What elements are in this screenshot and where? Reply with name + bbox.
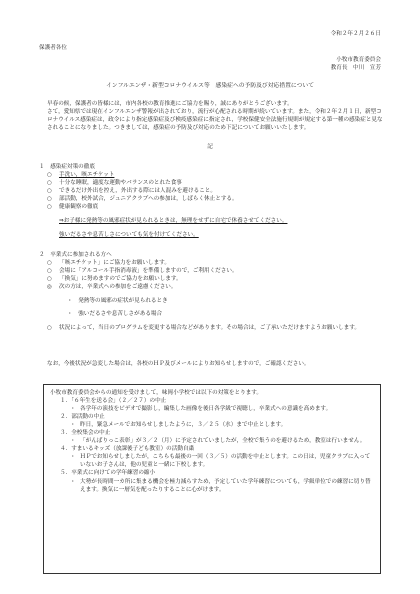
box-intro: 小牧市教育委員会からの通知を受けまして，味岡小学校では以下の対策をとります。	[50, 390, 263, 396]
closing-text	[39, 360, 383, 368]
bullet-mark: ○	[47, 268, 52, 275]
list-item	[39, 275, 383, 283]
addressee: 保護者各位	[39, 45, 67, 51]
measure-detail-text: 大勢が長時間一カ所に集まる機会を極力減らすため，予定していた学年練習についても，学級単位での練習に切り替えます。換気に一層気を配ったりすることに心がけます。	[80, 478, 371, 493]
list-item-text: 部活動，校外試合，ジュニアクラブへの参加は，しばらく休止とする。	[59, 196, 238, 203]
sub-list-item: ・ 発熱等の風邪の症状が見られるとき	[67, 297, 168, 304]
list-item-text: 健康観察の徹底	[59, 204, 99, 211]
measure-heading: １．「６年生を送る会」（２／２７）の中止	[60, 398, 167, 405]
bullet-mark: ○	[47, 276, 52, 283]
measure-detail	[50, 478, 374, 494]
health-note: 強いだるさや息苦しさについても気を付けてください。	[59, 231, 199, 238]
measure-detail-text: 昨日，緊急メールでお知らせしましたように，３／２５（水）まで中止とします。	[80, 422, 287, 429]
closing-paragraph: なお，今後状況が急変した場合は，各校のＨＰ及びメールによりお知らせしますので，ご確認ください。	[47, 361, 310, 367]
measure-heading: ２．部活動の中止	[60, 414, 105, 421]
bullet-mark: ○	[47, 204, 52, 211]
list-item-text: 状況によって，当日のプログラムを変更する場合などがあります。その場合は，ご了承いただけますようお願いします。	[59, 325, 361, 332]
bullet-mark: ◎	[47, 284, 52, 291]
sender-organization: 小牧市教育委員会	[336, 57, 381, 63]
measure-heading: ４．すまいるキッズ（放課後子ども教室）の活動自粛	[60, 446, 195, 453]
measure-heading: ３．全校集会の中止	[60, 430, 111, 437]
list-item-text: 十分な睡眠，適度な運動やバランスのとれた食事	[59, 180, 182, 187]
school-measures-box	[43, 384, 381, 574]
document-title: インフルエンザ・新型コロナウイルス等 感染症への予防及び対応措置について	[106, 83, 314, 89]
measure-detail-text: 各学年の演技をビデオで撮影し，編集した画像を後日各学級で視聴し，卒業式への意識を高めます。	[80, 406, 332, 413]
sender-name: 教育長 中川 宣芳	[330, 65, 381, 72]
list-item	[39, 259, 383, 267]
list-item-text: 次の方は，卒業式への参加をご遠慮ください。	[59, 284, 177, 291]
section-heading: １ 感染症対策の徹底	[39, 164, 95, 170]
measure-detail	[50, 437, 374, 445]
bullet-mark: ・	[70, 454, 76, 461]
measure-detail	[50, 453, 374, 469]
sender-block	[331, 56, 381, 72]
bullet-mark: ・	[70, 422, 76, 429]
bullet-mark: ○	[47, 260, 52, 267]
greeting-text	[39, 100, 383, 132]
sub-list-item: ・ 強いだるさや息苦しさがある場合	[67, 311, 163, 318]
list-item-text: 「換気」に努めますのでご協力をお願いします。	[59, 276, 182, 283]
measure-detail-text: 「がんばりっこ表彰」が３／２（月）に予定されていましたが，全校で集うのを避けるため，教室は行いません。	[80, 438, 366, 445]
section-heading: ２ 卒業式に参加される方へ	[39, 252, 112, 258]
bullet-mark: ・	[70, 406, 76, 413]
section-infection-measures	[39, 163, 383, 244]
greeting-paragraph: 早春の候，保護者の皆様には，市内各校の教育推進にご協力を賜り，誠にありがとうございます。	[47, 101, 293, 107]
bullet-mark: ・	[70, 438, 76, 445]
bullet-mark: ○	[47, 188, 52, 195]
ki-heading: 記	[207, 144, 213, 150]
bullet-mark: ○	[47, 172, 52, 179]
list-item-text: できるだけ外出を控え，外出する際には人混みを避けること。	[59, 188, 216, 195]
bullet-mark: ○	[47, 325, 52, 332]
bullet-mark: ○	[47, 196, 52, 203]
health-note: ⇒お子様に発熱等の風邪症状が見られるときは，無理をせずに自宅で休養させてください。	[59, 217, 288, 224]
list-item	[39, 171, 383, 179]
list-item-text: 「咳エチケット」にご協力をお願いします。	[59, 260, 170, 267]
list-item	[39, 324, 383, 332]
list-item	[39, 179, 383, 187]
measure-detail	[50, 421, 374, 429]
section-graduation-ceremony	[39, 251, 383, 332]
measure-detail-text: ＨＰでお知らせしましたが，こちらも最後の一回（３／５）の活動を中止とします。この日は，児童クラブに入っていないお子さんは，他の児童と一緒に下校します。	[80, 454, 371, 469]
list-item-text: 手洗い，咳エチケット	[59, 172, 115, 179]
list-item	[39, 267, 383, 275]
issue-date: 令和２年２月２６日	[330, 31, 381, 37]
greeting-paragraph: さて，愛知県では現在インフルエンザ警報が出されており，流行が心配される時期が続いています。また，令和２年２月１日，新型コロナウイルス感染症は，政令により指定感染症及び検疫感染症に指定され，学校保健安全法施行規則が規定する第一種の感染症と見なされることになりました。つきましては，感染症の予防及び対応のため下記についてお願いいたします。	[47, 109, 383, 132]
list-item	[39, 283, 383, 291]
list-item	[39, 195, 383, 203]
list-item-text: 会場に「アルコール手指消毒液」を準備しますので，ご利用ください。	[59, 268, 238, 275]
bullet-mark: ○	[47, 180, 52, 187]
list-item	[39, 203, 383, 211]
measure-detail	[50, 405, 374, 413]
bullet-mark: ・	[70, 478, 76, 485]
list-item	[39, 187, 383, 195]
measure-heading: ５．卒業式に向けての学年練習の縮小	[60, 470, 156, 477]
